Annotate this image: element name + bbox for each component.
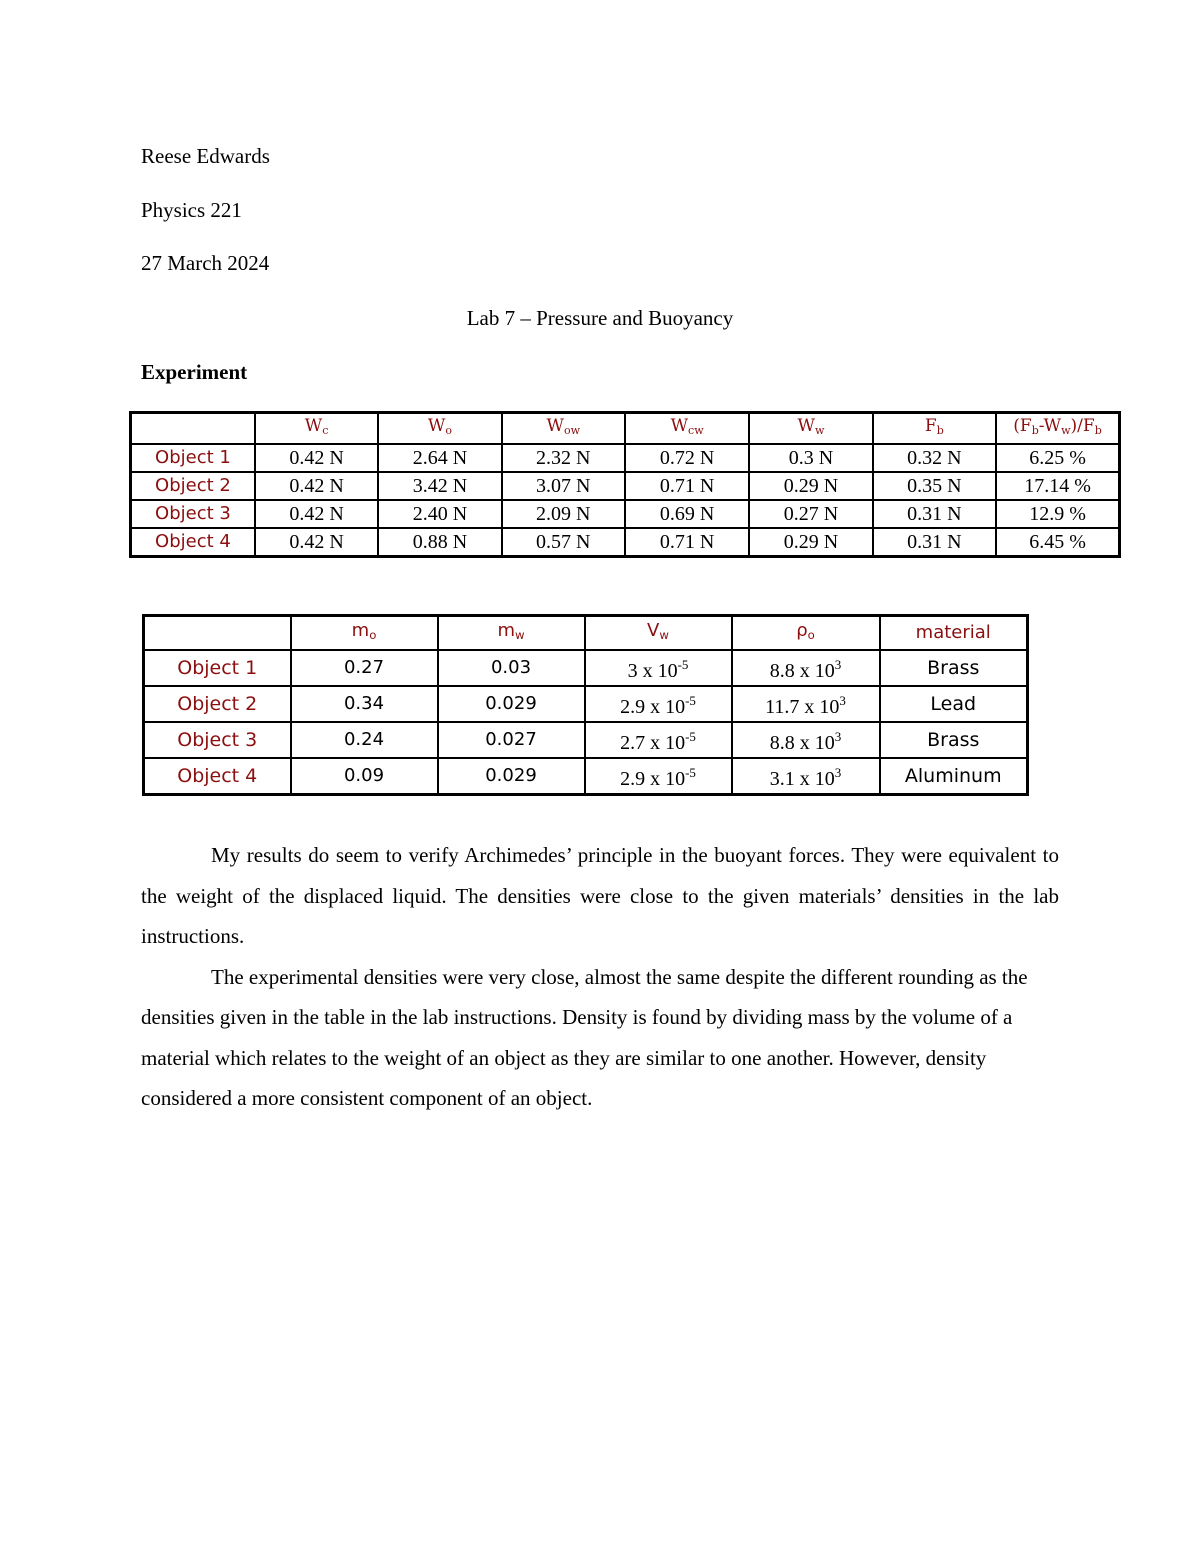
table-cell: 2.40 N <box>378 500 501 528</box>
table-cell: 2.32 N <box>502 444 625 472</box>
header-subscript: b <box>936 424 944 437</box>
row-label: Object 3 <box>131 500 255 528</box>
table-cell: 0.42 N <box>255 528 378 557</box>
header-subscript: b <box>1031 424 1039 437</box>
mantissa: 11.7 x 10 <box>765 696 840 718</box>
table-cell: 2.64 N <box>378 444 501 472</box>
header-subscript: w <box>659 628 669 642</box>
exponent: -5 <box>677 657 689 672</box>
mantissa: 8.8 x 10 <box>769 732 835 754</box>
mass-water-cell: 0.029 <box>438 686 585 722</box>
column-header <box>438 616 585 651</box>
column-header <box>873 413 996 445</box>
mass-object-cell: 0.24 <box>291 722 438 758</box>
report-date: 27 March 2024 <box>141 251 270 275</box>
column-header <box>255 413 378 445</box>
mass-water-cell: 0.027 <box>438 722 585 758</box>
report-title: Lab 7 – Pressure and Buoyancy <box>466 306 734 330</box>
column-header <box>291 616 438 651</box>
mass-object-cell: 0.34 <box>291 686 438 722</box>
table-row <box>144 650 1028 686</box>
column-header <box>880 616 1028 651</box>
header-text: -W <box>1038 416 1062 436</box>
table-cell: 0.71 N <box>625 472 749 500</box>
header-symbol: W <box>546 416 564 436</box>
column-header <box>502 413 625 445</box>
exponent: 3 <box>834 729 842 744</box>
header-subscript: cw <box>688 424 704 437</box>
course-name: Physics 221 <box>141 198 242 222</box>
table-cell: 0.72 N <box>625 444 749 472</box>
header-symbol: W <box>427 416 446 436</box>
table-cell: 0.42 N <box>255 472 378 500</box>
mantissa: 3 x 10 <box>627 660 678 682</box>
header-subscript: o <box>807 628 815 642</box>
table-row <box>144 722 1028 758</box>
header-symbol: W <box>797 416 816 436</box>
author-name: Reese Edwards <box>141 144 270 168</box>
table-header-row <box>144 616 1028 651</box>
table-cell: 0.88 N <box>378 528 501 557</box>
row-label: Object 1 <box>131 444 255 472</box>
table-cell: 0.3 N <box>749 444 872 472</box>
material-cell: Lead <box>880 686 1028 722</box>
row-label: Object 3 <box>144 722 291 758</box>
header-text: )/F <box>1070 416 1095 436</box>
volume-cell <box>585 722 732 758</box>
column-header <box>996 413 1119 445</box>
mass-object-cell: 0.27 <box>291 650 438 686</box>
exponent: -5 <box>685 729 696 744</box>
column-header <box>585 616 732 651</box>
section-heading: Experiment <box>141 360 248 384</box>
discussion-paragraph-2: The experimental densities were very close, almost the same despite the different rounding as the densities given in the table in the lab instructions. Density is found by dividing mass by the volume of a material which relates to the weight of an object as they are similar to one another. However, density considered a more consistent component of an object. <box>141 964 1028 1110</box>
header-symbol: m <box>497 620 515 641</box>
table-cell: 0.42 N <box>255 444 378 472</box>
mass-water-cell: 0.029 <box>438 758 585 795</box>
header-subscript: w <box>815 424 825 437</box>
table-cell: 0.35 N <box>873 472 996 500</box>
table-cell: 0.69 N <box>625 500 749 528</box>
table-cell: 2.09 N <box>502 500 625 528</box>
density-table <box>142 614 1029 796</box>
header-subscript: o <box>445 424 452 437</box>
table-row <box>144 686 1028 722</box>
exponent: -5 <box>685 765 696 780</box>
header-symbol: W <box>670 416 689 436</box>
table-cell: 0.29 N <box>749 528 872 557</box>
mantissa: 3.1 x 10 <box>769 768 835 790</box>
discussion-text <box>141 835 1059 1119</box>
volume-cell <box>585 686 732 722</box>
exponent: -5 <box>685 693 696 708</box>
header-subscript: w <box>514 628 525 642</box>
discussion-paragraph-1: My results do seem to verify Archimedes’ principle in the buoyant forces. They were equivalent to the weight of the displaced liquid. The densities were close to the given materials’ densities in the lab instructions. <box>141 843 1059 948</box>
column-header <box>625 413 749 445</box>
header-text: (F <box>1013 416 1032 436</box>
table-cell: 3.07 N <box>502 472 625 500</box>
row-label: Object 2 <box>131 472 255 500</box>
density-cell <box>732 650 880 686</box>
table-cell: 12.9 % <box>996 500 1119 528</box>
table-cell: 3.42 N <box>378 472 501 500</box>
table-header-row <box>131 413 1120 445</box>
row-label: Object 1 <box>144 650 291 686</box>
table-cell: 6.25 % <box>996 444 1119 472</box>
volume-cell <box>585 650 732 686</box>
row-label: Object 4 <box>144 758 291 795</box>
column-header <box>732 616 880 651</box>
header-subscript: b <box>1094 424 1102 437</box>
table-row <box>144 758 1028 795</box>
material-cell: Brass <box>880 722 1028 758</box>
corner-cell <box>144 616 291 651</box>
header-symbol: F <box>924 416 937 436</box>
mass-object-cell: 0.09 <box>291 758 438 795</box>
header-symbol: ρ <box>796 620 808 641</box>
table-cell: 6.45 % <box>996 528 1119 557</box>
column-header <box>378 413 501 445</box>
density-cell <box>732 686 880 722</box>
material-cell: Brass <box>880 650 1028 686</box>
mass-water-cell: 0.03 <box>438 650 585 686</box>
header-symbol: W <box>304 416 323 436</box>
exponent: 3 <box>834 657 842 672</box>
mantissa: 2.7 x 10 <box>620 732 686 754</box>
table-row <box>131 472 1120 500</box>
header-symbol: V <box>647 620 660 641</box>
row-label: Object 2 <box>144 686 291 722</box>
exponent: 3 <box>834 765 842 780</box>
header-symbol: material <box>915 622 991 643</box>
mantissa: 2.9 x 10 <box>620 696 686 718</box>
density-cell <box>732 722 880 758</box>
table-row <box>131 528 1120 557</box>
table-cell: 0.31 N <box>873 528 996 557</box>
corner-cell <box>131 413 255 445</box>
volume-cell <box>585 758 732 795</box>
column-header <box>749 413 872 445</box>
forces-table <box>129 411 1121 558</box>
table-cell: 0.29 N <box>749 472 872 500</box>
table-cell: 0.57 N <box>502 528 625 557</box>
header-subscript: w <box>1061 424 1071 437</box>
row-label: Object 4 <box>131 528 255 557</box>
header-symbol: m <box>351 620 370 641</box>
header-subscript: c <box>322 424 329 437</box>
table-cell: 0.42 N <box>255 500 378 528</box>
table-cell: 0.31 N <box>873 500 996 528</box>
table-cell: 0.32 N <box>873 444 996 472</box>
table-cell: 0.71 N <box>625 528 749 557</box>
density-cell <box>732 758 880 795</box>
table-row <box>131 444 1120 472</box>
mantissa: 2.9 x 10 <box>620 768 686 790</box>
table-cell: 17.14 % <box>996 472 1119 500</box>
table-row <box>131 500 1120 528</box>
exponent: 3 <box>839 693 846 708</box>
table-cell: 0.27 N <box>749 500 872 528</box>
header-subscript: o <box>369 628 377 642</box>
mantissa: 8.8 x 10 <box>769 660 835 682</box>
header-subscript: ow <box>563 424 581 437</box>
material-cell: Aluminum <box>880 758 1028 795</box>
